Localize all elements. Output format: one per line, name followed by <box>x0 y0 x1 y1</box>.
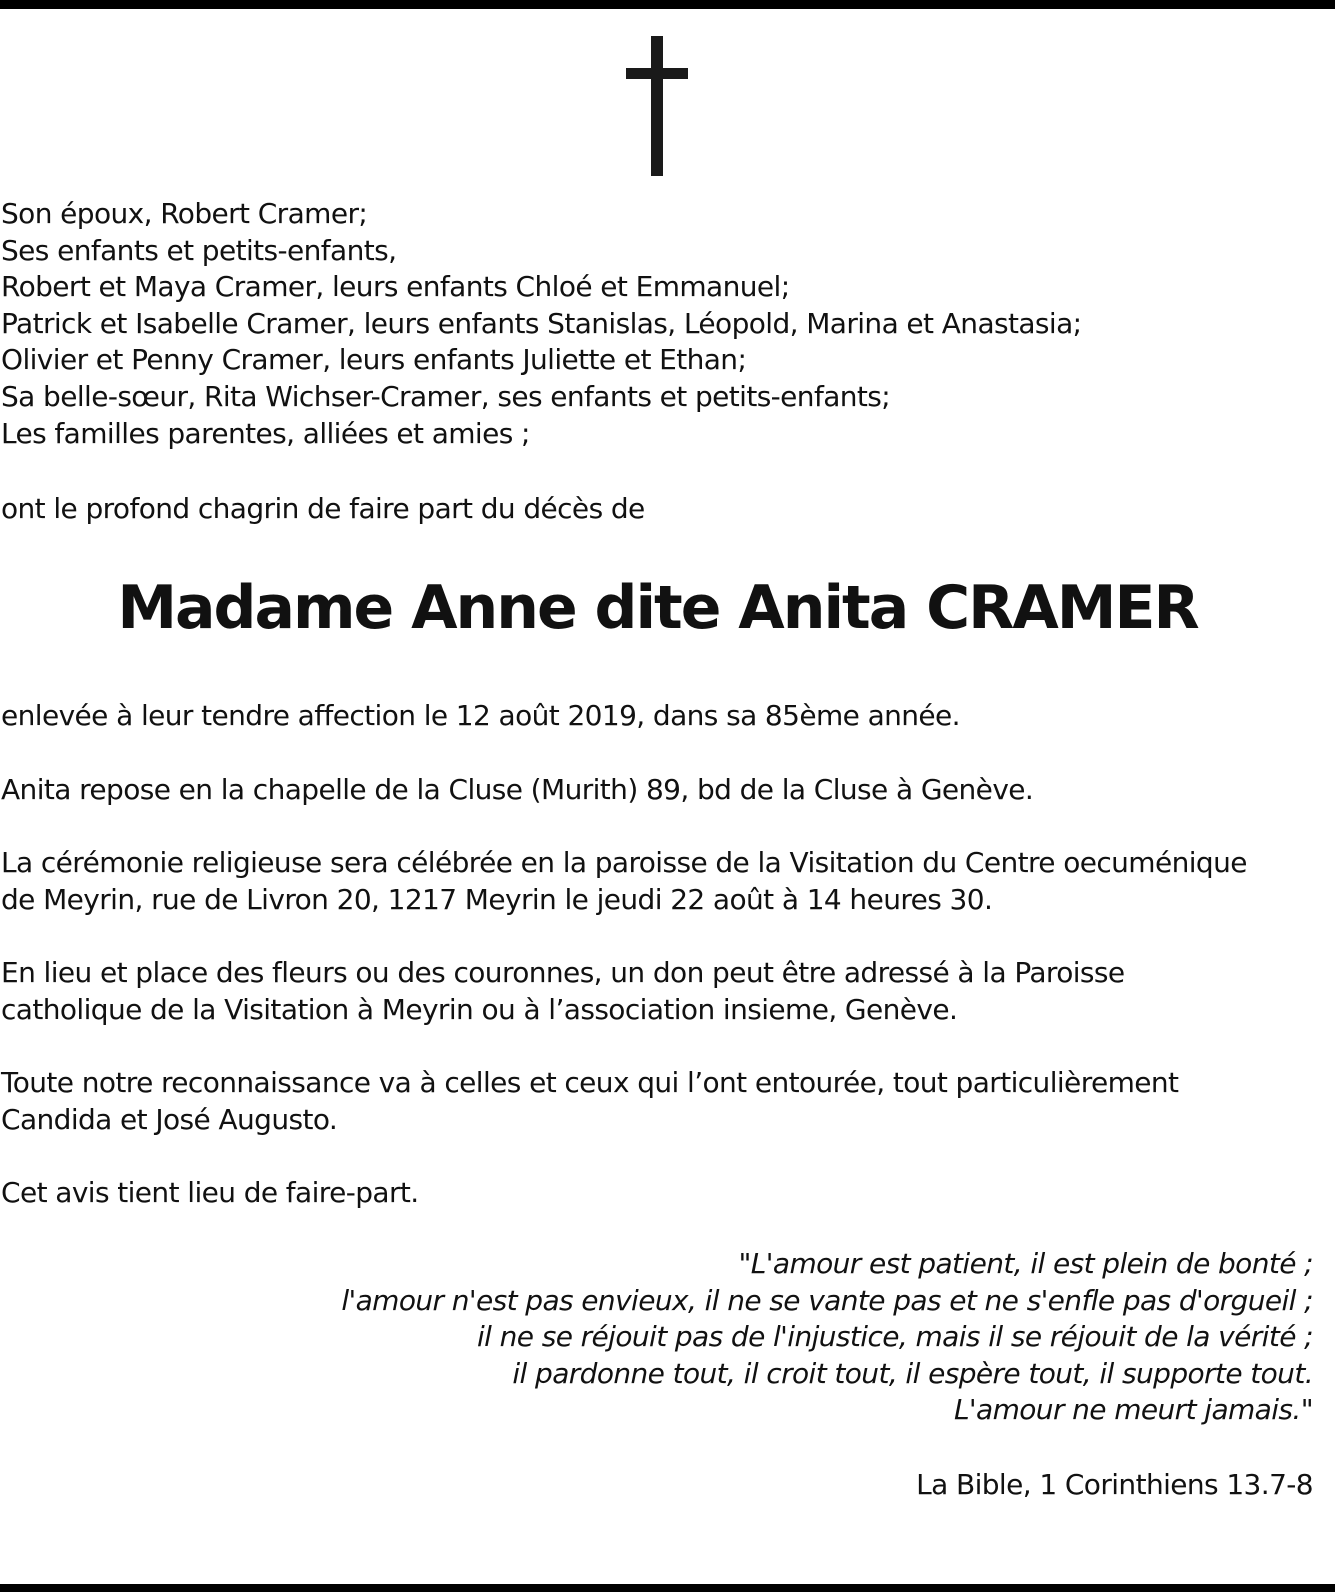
paragraph-line: La cérémonie religieuse sera célébrée en la paroisse de la Visitation du Centre oecuménique <box>1 846 1247 879</box>
quote-source: La Bible, 1 Corinthiens 13.7-8 <box>916 1468 1313 1501</box>
announcement-intro <box>1 491 1331 528</box>
paragraph-line: Candida et José Augusto. <box>1 1102 338 1136</box>
intro-text: ont le profond chagrin de faire part du décès de <box>1 492 645 525</box>
family-line: Robert et Maya Cramer, leurs enfants Chloé et Emmanuel; <box>1 270 790 304</box>
paragraph-line: Cet avis tient lieu de faire-part. <box>1 1176 419 1209</box>
bible-quote <box>213 1246 1313 1429</box>
quote-line: il ne se réjouit pas de l'injustice, mais il se réjouit de la vérité ; <box>476 1320 1313 1354</box>
paragraph-line: enlevée à leur tendre affection le 12 août 2019, dans sa 85ème année. <box>1 699 960 732</box>
paragraph-death-date <box>1 698 1331 735</box>
paragraph-thanks <box>1 1065 1331 1138</box>
family-line: Ses enfants et petits-enfants, <box>1 233 397 267</box>
paragraph-chapel <box>1 772 1331 809</box>
family-line: Patrick et Isabelle Cramer, leurs enfants Stanislas, Léopold, Marina et Anastasia; <box>1 306 1082 340</box>
paragraph-donation <box>1 955 1331 1028</box>
family-line: Olivier et Penny Cramer, leurs enfants Juliette et Ethan; <box>1 343 747 377</box>
paragraph-notice <box>1 1175 1331 1212</box>
paragraph-line: Anita repose en la chapelle de la Cluse (Murith) 89, bd de la Cluse à Genève. <box>1 773 1034 806</box>
quote-line: il pardonne tout, il croit tout, il espère tout, il supporte tout. <box>512 1356 1313 1390</box>
quote-line: L'amour ne meurt jamais." <box>953 1393 1313 1427</box>
family-line: Sa belle-sœur, Rita Wichser-Cramer, ses enfants et petits-enfants; <box>1 379 891 413</box>
family-line: Son époux, Robert Cramer; <box>1 197 368 230</box>
paragraph-line: Toute notre reconnaissance va à celles et ceux qui l’ont entourée, tout particulièrement <box>1 1066 1179 1099</box>
paragraph-line: de Meyrin, rue de Livron 20, 1217 Meyrin le jeudi 22 août à 14 heures 30. <box>1 882 993 916</box>
paragraph-ceremony <box>1 845 1331 918</box>
paragraph-line: catholique de la Visitation à Meyrin ou à l’association insieme, Genève. <box>1 992 958 1026</box>
family-line: Les familles parentes, alliées et amies ; <box>1 416 530 450</box>
cross-icon <box>626 36 688 176</box>
paragraph-line: En lieu et place des fleurs ou des couronnes, un don peut être adressé à la Paroisse <box>1 956 1125 989</box>
family-list <box>1 196 1331 452</box>
bottom-border <box>0 1584 1335 1592</box>
quote-line: l'amour n'est pas envieux, il ne se vante pas et ne s'enfle pas d'orgueil ; <box>341 1283 1313 1317</box>
deceased-name: Madame Anne dite Anita CRAMER <box>117 573 1198 643</box>
quote-line: "L'amour est patient, il est plein de bonté ; <box>738 1247 1313 1280</box>
top-border <box>0 0 1335 9</box>
